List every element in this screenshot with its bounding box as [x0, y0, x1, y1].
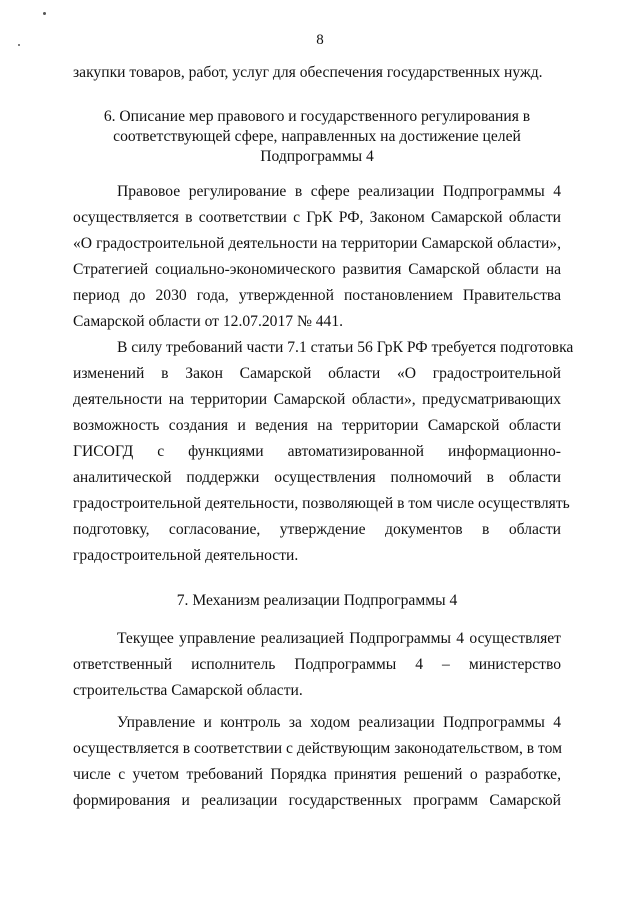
paragraph-line: «О градостроительной деятельности на территории Самарской области»,: [73, 235, 561, 252]
paragraph-line: ГИСОГД с функциями автоматизированной информационно-: [73, 443, 561, 460]
paragraph-line: Текущее управление реализацией Подпрограммы 4 осуществляет: [117, 630, 561, 647]
paragraph-line: строительства Самарской области.: [73, 682, 303, 699]
paragraph-line: деятельности на территории Самарской области», предусматривающих: [73, 391, 561, 408]
paragraph-line: осуществляется в соответствии с действующим законодательством, в том: [73, 740, 563, 757]
section-heading-line: 6. Описание мер правового и государственного регулирования в: [103, 108, 531, 125]
paragraph-line: градостроительной деятельности.: [73, 547, 299, 564]
paragraph-line: Стратегией социально-экономического развития Самарской области на: [73, 261, 561, 278]
section-heading-line: соответствующей сфере, направленных на достижение целей: [113, 128, 521, 145]
page-number: 8: [316, 32, 324, 48]
text-line: закупки товаров, работ, услуг для обеспечения государственных нужд.: [73, 64, 543, 81]
paragraph-line: градостроительной деятельности, позволяющей в том числе осуществлять: [73, 495, 570, 512]
paragraph-line: возможность создания и ведения на территории Самарской области: [73, 417, 561, 434]
scan-speck: [43, 12, 46, 15]
paragraph-line: период до 2030 года, утвержденной постановлением Правительства: [73, 287, 561, 304]
section-heading-line: 7. Механизм реализации Подпрограммы 4: [176, 592, 458, 609]
paragraph-line: В силу требований части 7.1 статьи 56 ГрК РФ требуется подготовка: [117, 339, 574, 356]
paragraph-line: формирования и реализации государственных программ Самарской: [73, 792, 561, 809]
paragraph-line: Управление и контроль за ходом реализации Подпрограммы 4: [117, 714, 561, 731]
paragraph-line: Самарской области от 12.07.2017 № 441.: [73, 313, 344, 330]
paragraph-line: Правовое регулирование в сфере реализации Подпрограммы 4: [117, 183, 561, 200]
paragraph-line: аналитической поддержки осуществления полномочий в области: [73, 469, 561, 486]
paragraph-line: осуществляется в соответствии с ГрК РФ, Законом Самарской области: [73, 209, 561, 226]
section-heading-line: Подпрограммы 4: [260, 148, 374, 165]
paragraph-line: числе с учетом требований Порядка принятия решений о разработке,: [73, 766, 561, 783]
paragraph-line: изменений в Закон Самарской области «О градостроительной: [73, 365, 561, 382]
paragraph-line: ответственный исполнитель Подпрограммы 4 – министерство: [73, 656, 561, 673]
paragraph-line: подготовку, согласование, утверждение документов в области: [73, 521, 561, 538]
